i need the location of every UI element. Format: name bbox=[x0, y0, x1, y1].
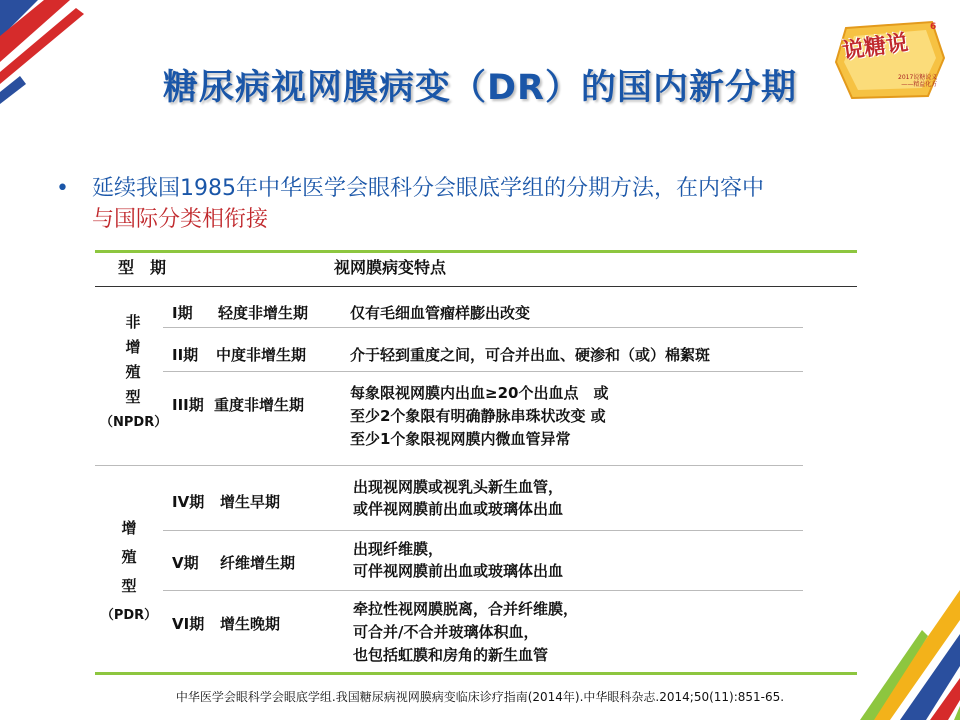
stage-ii-name: 中度非增生期 bbox=[216, 346, 307, 364]
table-top-rule bbox=[95, 250, 857, 253]
citation-reference: 中华医学会眼科学会眼底学组.我国糖尿病视网膜病变临床诊疗指南(2014年).中华眼科杂志.2014;50(11):851-65. bbox=[175, 690, 785, 704]
intro-paragraph bbox=[92, 173, 912, 235]
stage-vi: VI期 bbox=[172, 615, 205, 633]
intro-line-2: 与国际分类相衔接 bbox=[92, 207, 269, 232]
stage-vi-feature-line: 也包括虹膜和房角的新生血管 bbox=[353, 646, 549, 664]
stage-i-name: 轻度非增生期 bbox=[218, 304, 309, 322]
stage-vi-feature-line: 可合并/不合并玻璃体积血， bbox=[353, 623, 539, 641]
type-char: 殖 bbox=[121, 548, 137, 566]
table-header-rule bbox=[95, 286, 857, 287]
table-bottom-rule bbox=[95, 672, 857, 675]
type-abbr: （PDR） bbox=[100, 608, 158, 623]
stage-v-name: 纤维增生期 bbox=[220, 554, 296, 572]
row-divider-3 bbox=[163, 530, 803, 531]
stage-iv-name: 增生早期 bbox=[220, 493, 281, 511]
stage-iii: III期 bbox=[172, 396, 204, 414]
logo-subtitle-line1: 2017说糖说义 bbox=[898, 74, 938, 81]
intro-line-1: 延续我国1985年中华医学会眼科分会眼底学组的分期方法，在内容中 bbox=[92, 176, 764, 201]
logo-number: 6 bbox=[930, 22, 937, 32]
stage-iii-feature-line: 至少2个象限有明确静脉串珠状改变 或 bbox=[350, 407, 606, 425]
type-char: 增 bbox=[125, 338, 141, 356]
stage-iv: IV期 bbox=[172, 493, 205, 511]
type-char: 型 bbox=[121, 577, 137, 595]
type-char: 增 bbox=[121, 519, 137, 537]
row-divider-4 bbox=[163, 590, 803, 591]
stage-ii-feature-line: 介于轻到重度之间，可合并出血、硬渗和（或）棉絮斑 bbox=[350, 346, 711, 364]
stage-iv-feature-line: 或伴视网膜前出血或玻璃体出血 bbox=[353, 500, 564, 518]
row-divider-2 bbox=[163, 371, 803, 372]
type-char: 非 bbox=[125, 313, 141, 331]
stage-v-feature-line: 出现纤维膜， bbox=[353, 540, 444, 558]
group-divider bbox=[95, 465, 803, 466]
npdr-type-label bbox=[100, 310, 166, 435]
header-type-stage: 型 期 bbox=[118, 258, 167, 277]
stage-ii: II期 bbox=[172, 346, 199, 364]
slide-title: 糖尿病视网膜病变（DR）的国内新分期 bbox=[162, 68, 797, 108]
stage-iii-feature-line: 每象限视网膜内出血≥20个出血点 或 bbox=[350, 384, 609, 402]
stage-i: I期 bbox=[172, 304, 193, 322]
stage-v-feature-line: 可伴视网膜前出血或玻璃体出血 bbox=[353, 562, 564, 580]
logo-subtitle-line2: ——精益化方 bbox=[901, 81, 938, 88]
bullet-icon: • bbox=[56, 176, 69, 201]
row-divider-1 bbox=[163, 327, 803, 328]
stage-vi-name: 增生晚期 bbox=[220, 615, 281, 633]
header-features: 视网膜病变特点 bbox=[334, 258, 447, 277]
stage-iii-feature-line: 至少1个象限视网膜内微血管异常 bbox=[350, 430, 571, 448]
type-char: 型 bbox=[125, 388, 141, 406]
stage-vi-feature-line: 牵拉性视网膜脱离，合并纤维膜， bbox=[353, 600, 579, 618]
logo-wordmark: 说糖说 bbox=[840, 29, 910, 65]
stage-v: V期 bbox=[172, 554, 199, 572]
type-char: 殖 bbox=[125, 363, 141, 381]
stage-iv-feature-line: 出现视网膜或视乳头新生血管， bbox=[353, 478, 564, 496]
type-abbr: （NPDR） bbox=[100, 415, 168, 430]
stage-i-feature-line: 仅有毛细血管瘤样膨出改变 bbox=[350, 304, 531, 322]
pdr-type-label bbox=[96, 514, 162, 630]
stage-iii-name: 重度非增生期 bbox=[214, 396, 305, 414]
